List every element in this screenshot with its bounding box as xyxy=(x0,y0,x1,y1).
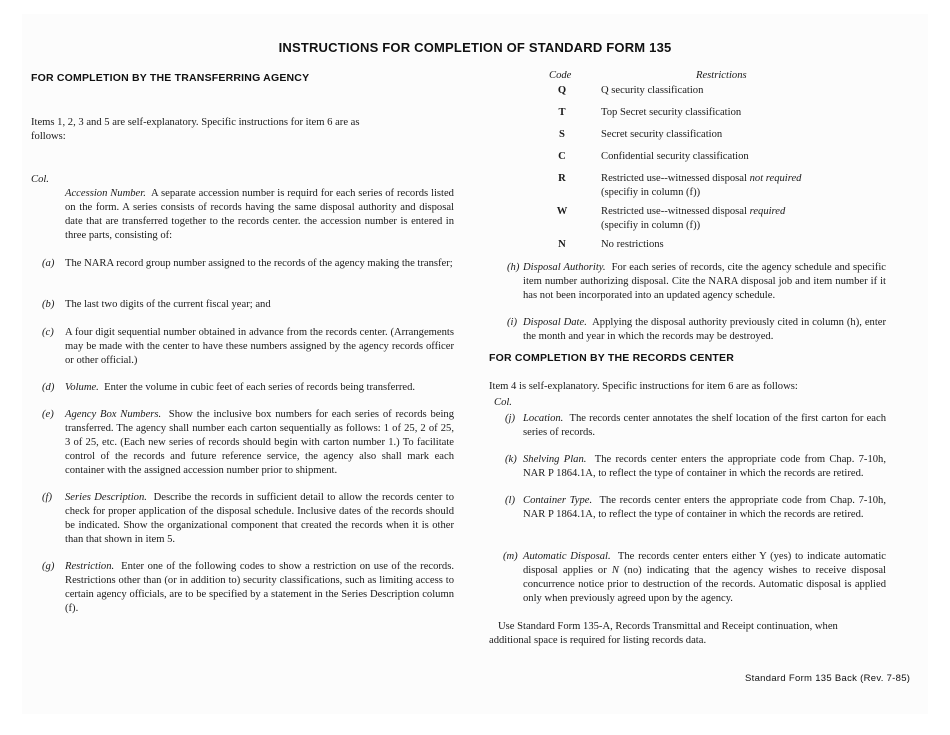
code-q-desc: Q security classification xyxy=(601,85,704,96)
code-w: W xyxy=(556,206,568,217)
code-c-desc: Confidential security classification xyxy=(601,151,749,162)
code-t-desc: Top Secret security classification xyxy=(601,107,742,118)
code-q: Q xyxy=(557,85,567,96)
code-header: Code xyxy=(549,70,572,81)
accession-number-paragraph xyxy=(65,187,454,243)
item-g-restriction: Restriction. Enter one of the following codes to show a restriction on use of the records. Restrictions other than (or in addition to) security classifications, such as limiting access to certain agency officials, are to be specified by a statement in the Series Description column (f). xyxy=(65,561,454,614)
item-text-b: The last two digits of the current fiscal year; and xyxy=(65,299,271,310)
item-i-disposal-date: Disposal Date. Applying the disposal authority previously cited in column (h), enter the month and year in which the records may be destroyed. xyxy=(523,317,887,342)
agency-intro: Items 1, 2, 3 and 5 are self-explanatory. Specific instructions for item 6 are as follows: xyxy=(31,117,360,142)
page-title: INSTRUCTIONS FOR COMPLETION OF STANDARD FORM 135 xyxy=(278,40,672,55)
item-letter-i: (i) xyxy=(507,317,517,328)
accession-term: Accession Number. xyxy=(65,188,146,199)
code-s-desc: Secret security classification xyxy=(601,129,723,140)
code-r: R xyxy=(558,173,566,184)
code-c: C xyxy=(558,151,566,162)
code-s: S xyxy=(559,129,565,140)
item-letter-l: (l) xyxy=(505,495,515,506)
col-label: Col. xyxy=(31,174,49,185)
item-j-location: Location. The records center annotates the shelf location of the first carton for each series of records. xyxy=(523,413,886,438)
item-letter-b: (b) xyxy=(42,299,55,310)
item-letter-c: (c) xyxy=(42,327,54,338)
item-text-c: A four digit sequential number obtained in advance from the records center. (Arrangements may be made with the center to have these numbers assigned by the agency records officer or other official.) xyxy=(65,327,454,366)
center-intro: Item 4 is self-explanatory. Specific instructions for item 6 are as follows: xyxy=(489,381,798,392)
code-n: N xyxy=(558,239,566,250)
restrictions-header: Restrictions xyxy=(696,70,747,81)
item-e-box-numbers: Agency Box Numbers. Show the inclusive box numbers for each series of records being transferred. The agency shall number each carton sequentially as follows: 1 of 25, 2 of 25, 3 of 25, etc. (Each new series of records should begin with carton number 1.) To facilitate control of the records and future reference service, the agency also shall mark each container with the assigned accession number prior to shipment. xyxy=(65,409,455,476)
item-letter-m: (m) xyxy=(503,551,518,562)
item-l-container-type: Container Type. The records center enters the appropriate code from Chap. 7-10h, NAR P 1864.1A, to reflect the type of container in which the records are retired. xyxy=(523,495,886,520)
item-letter-d: (d) xyxy=(42,382,55,393)
code-w-desc: Restricted use--witnessed disposal required (specifiy in column (f)) xyxy=(601,206,786,231)
accession-text: A separate accession number is requird for each series of records listed on the form. A series consists of records having the same disposal authority and disposal date that are transferred together to the records center. the accession number is entered in three parts, consisting of: xyxy=(65,188,454,241)
item-letter-g: (g) xyxy=(42,561,55,572)
item-letter-e: (e) xyxy=(42,409,54,420)
item-letter-h: (h) xyxy=(507,262,520,273)
code-r-desc: Restricted use--witnessed disposal not required (specifiy in column (f)) xyxy=(601,173,802,198)
item-letter-f: (f) xyxy=(42,492,52,503)
code-n-desc: No restrictions xyxy=(601,239,664,250)
closing-note: Use Standard Form 135-A, Records Transmittal and Receipt continuation, when additional space is required for listing records data. xyxy=(489,621,838,646)
item-letter-j: (j) xyxy=(505,413,515,424)
form-footer: Standard Form 135 Back (Rev. 7-85) xyxy=(745,673,911,684)
col-label-2: Col. xyxy=(494,397,512,408)
item-text-a: The NARA record group number assigned to the records of the agency making the transfer; xyxy=(65,258,453,269)
item-k-shelving-plan: Shelving Plan. The records center enters the appropriate code from Chap. 7-10h, NAR P 1864.1A, to reflect the type of container in which the records are retired. xyxy=(523,454,886,479)
item-m-automatic-disposal: Automatic Disposal. The records center enters either Y (yes) to indicate automatic disposal applies or N (no) indicating that the agency wishes to receive disposal concurrence notice prior to destruction of the records. Automatic disposal is applied only when previously agreed upon by the agency. xyxy=(523,551,886,604)
code-t: T xyxy=(558,107,566,118)
records-center-heading: FOR COMPLETION BY THE RECORDS CENTER xyxy=(489,352,735,364)
item-letter-a: (a) xyxy=(42,258,55,269)
item-h-disposal-authority: Disposal Authority. For each series of records, cite the agency schedule and specific item number authorizing disposal. Cite the NARA disposal job and item number if it has not been incorporated into an updated agency schedule. xyxy=(523,262,887,301)
item-d-volume: Volume. Enter the volume in cubic feet of each series of records being transferred. xyxy=(65,382,416,393)
item-letter-k: (k) xyxy=(505,454,517,465)
item-f-series-description: Series Description. Describe the records in sufficient detail to allow the records center to check for proper application of the disposal schedule. Inclusive dates of the records should be indicated. Show the organizational component that created the records when it is other than that shown in item 5. xyxy=(65,492,454,545)
transferring-agency-heading: FOR COMPLETION BY THE TRANSFERRING AGENCY xyxy=(31,72,310,84)
